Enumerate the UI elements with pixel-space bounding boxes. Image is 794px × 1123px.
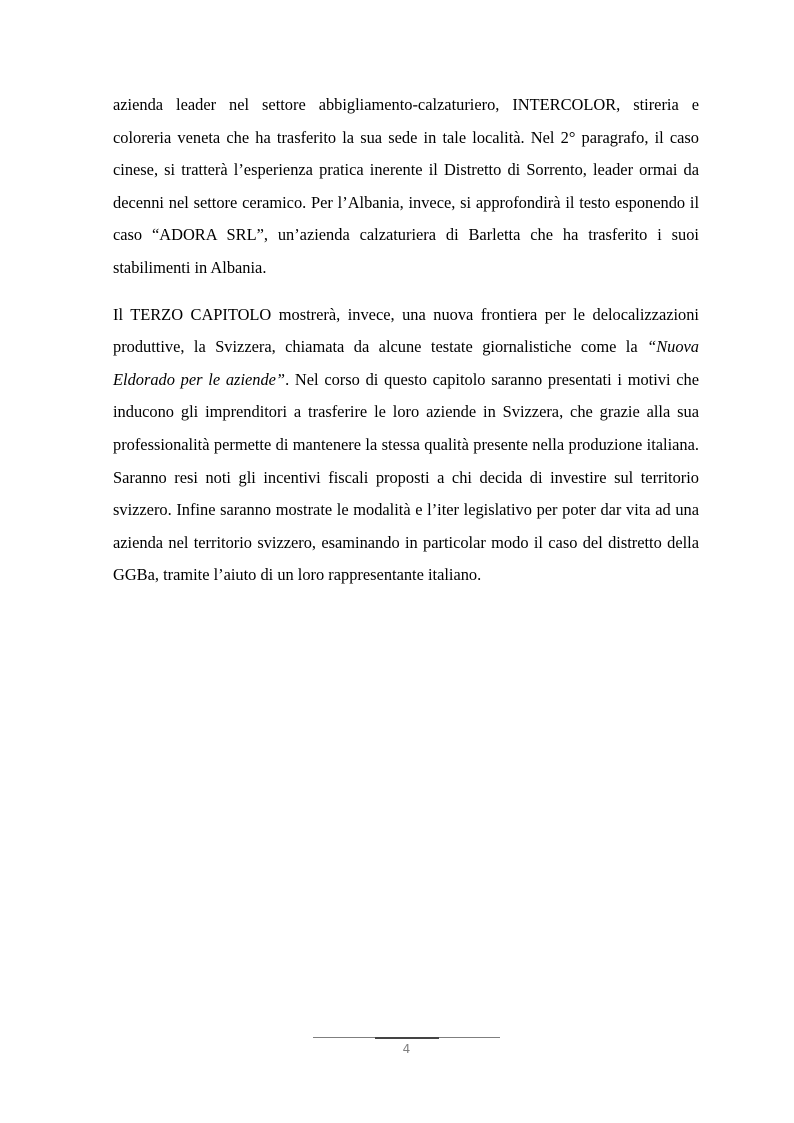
paragraph-text: azienda leader nel settore abbigliamento-calzaturiero, INTERCOLOR, stireria e coloreria veneta che ha trasferito la sua sede in tale località. Nel 2° paragrafo, il caso cinese, si tratterà l’esperienza pratica inerente il Distretto di Sorrento, leader ormai da decenni nel settore ceramico. Per l’Albania, invece, si approfondirà il testo esponendo il caso “ADORA SRL”, un’azienda calzaturiera di Barletta che ha trasferito i suoi stabilimenti in Albania. [113,95,699,277]
page-number: 4 [402,1042,411,1056]
italic-quote: “Nuova Eldorado per le aziende” [113,337,699,389]
page-footer [313,1037,500,1056]
footer-divider-accent [375,1037,439,1039]
body-paragraph [113,89,699,285]
body-paragraph [113,299,699,592]
paragraph-text: . Nel corso di questo capitolo saranno presentati i motivi che inducono gli imprenditori a trasferire le loro aziende in Svizzera, che grazie alla sua professionalità permette di mantenere la stessa qualità presente nella produzione italiana. Saranno resi noti gli incentivi fiscali proposti a chi decida di investire sul territorio svizzero. Infine saranno mostrate le modalità e l’iter legislativo per poter dar vita ad una azienda nel territorio svizzero, esaminando in particolar modo il caso del distretto della GGBa, tramite l’aiuto di un loro rappresentante italiano. [113,369,700,585]
page-body [113,89,699,592]
paragraph-text: Il TERZO CAPITOLO mostrerà, invece, una nuova frontiera per le delocalizzazioni produttive, la Svizzera, chiamata da alcune testate giornalistiche come la [113,304,699,357]
